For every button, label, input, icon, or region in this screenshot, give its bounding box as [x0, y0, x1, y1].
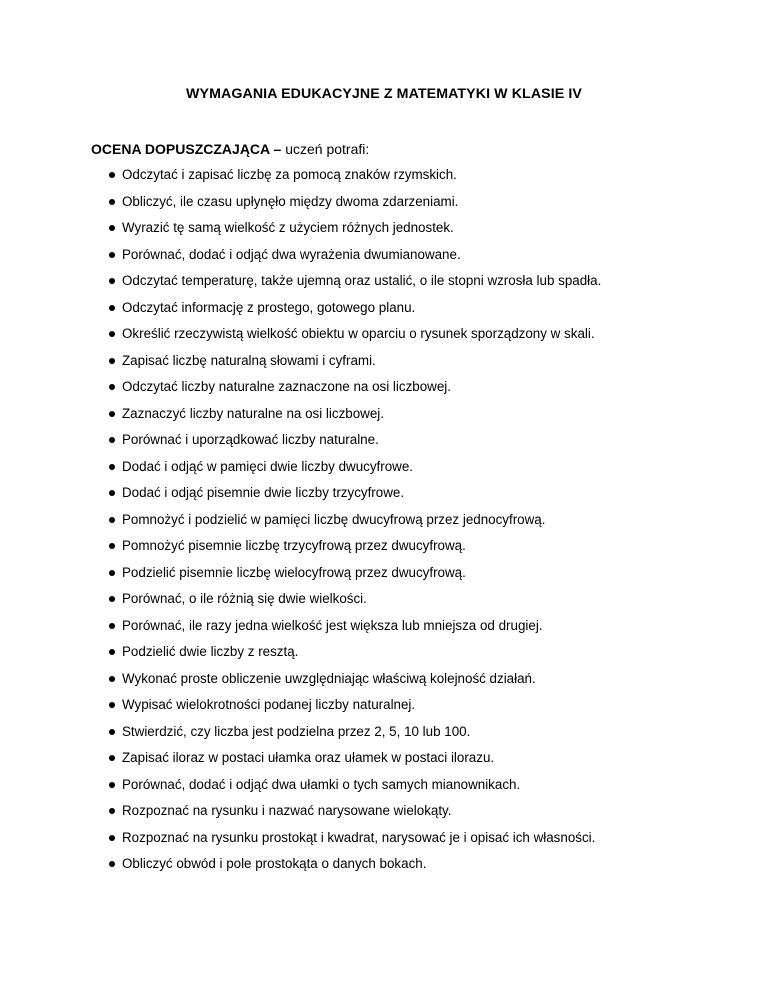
- list-item-text: Dodać i odjąć w pamięci dwie liczby dwucyfrowe.: [122, 458, 413, 474]
- list-item-text: Rozpoznać na rysunku i nazwać narysowane wielokąty.: [122, 803, 452, 818]
- bullet-icon: [109, 808, 115, 814]
- bullet-icon: [109, 437, 115, 443]
- list-item: [0, 829, 768, 856]
- requirements-list: [0, 166, 768, 882]
- bullet-icon: [109, 199, 115, 205]
- list-item: [0, 431, 768, 458]
- list-item: [0, 272, 768, 299]
- list-item: [0, 802, 768, 829]
- list-item-text: Wypisać wielokrotności podanej liczby naturalnej.: [122, 697, 416, 712]
- list-item: [0, 352, 768, 379]
- list-item: [0, 670, 768, 697]
- list-item-text: Dodać i odjąć pisemnie dwie liczby trzycyfrowe.: [122, 485, 405, 500]
- list-item-text: Obliczyć obwód i pole prostokąta o danych bokach.: [122, 856, 427, 871]
- list-item: [0, 590, 768, 617]
- list-item: [0, 299, 768, 326]
- list-item-text: Pomnożyć i podzielić w pamięci liczbę dwucyfrową przez jednocyfrową.: [122, 511, 546, 527]
- list-item: [0, 405, 768, 432]
- grade-label: OCENA DOPUSZCZAJĄCA –: [91, 141, 282, 157]
- list-item: [0, 458, 768, 485]
- list-item-text: Odczytać liczby naturalne zaznaczone na osi liczbowej.: [122, 379, 451, 394]
- bullet-icon: [109, 543, 115, 549]
- bullet-icon: [109, 252, 115, 258]
- list-item: [0, 511, 768, 538]
- bullet-icon: [109, 384, 115, 390]
- bullet-icon: [109, 172, 115, 178]
- list-item: [0, 723, 768, 750]
- list-item-text: Zapisać iloraz w postaci ułamka oraz ułamek w postaci ilorazu.: [122, 750, 495, 765]
- list-item: [0, 617, 768, 644]
- list-item-text: Porównać, o ile różnią się dwie wielkości.: [122, 591, 367, 606]
- list-item-text: Określić rzeczywistą wielkość obiektu w oparciu o rysunek sporządzony w skali.: [122, 326, 595, 341]
- bullet-icon: [109, 702, 115, 708]
- list-item-text: Porównać i uporządkować liczby naturalne.: [122, 432, 379, 447]
- bullet-icon: [109, 225, 115, 231]
- page-title: WYMAGANIA EDUKACYJNE Z MATEMATYKI W KLASIE IV: [186, 86, 582, 102]
- section-intro: uczeń potrafi:: [281, 141, 370, 157]
- list-item-text: Odczytać informację z prostego, gotowego planu.: [122, 299, 416, 315]
- bullet-icon: [109, 623, 115, 629]
- list-item: [0, 643, 768, 670]
- list-item-text: Porównać, ile razy jedna wielkość jest większa lub mniejsza od drugiej.: [122, 617, 543, 633]
- list-item: [0, 484, 768, 511]
- list-item-text: Rozpoznać na rysunku prostokąt i kwadrat, narysować je i opisać ich własności.: [122, 829, 596, 845]
- list-item-text: Wyrazić tę samą wielkość z użyciem różnych jednostek.: [122, 220, 454, 235]
- list-item: [0, 696, 768, 723]
- list-item-text: Stwierdzić, czy liczba jest podzielna przez 2, 5, 10 lub 100.: [122, 723, 471, 739]
- bullet-icon: [109, 861, 115, 867]
- list-item-text: Podzielić dwie liczby z resztą.: [122, 644, 299, 659]
- list-item: [0, 325, 768, 352]
- bullet-icon: [109, 305, 115, 311]
- list-item-text: Odczytać i zapisać liczbę za pomocą znaków rzymskich.: [122, 167, 457, 182]
- bullet-icon: [109, 570, 115, 576]
- bullet-icon: [109, 835, 115, 841]
- list-item: [0, 776, 768, 803]
- list-item: [0, 749, 768, 776]
- bullet-icon: [109, 278, 115, 284]
- list-item: [0, 855, 768, 882]
- section-heading: [91, 141, 369, 157]
- list-item-text: Obliczyć, ile czasu upłynęło między dwoma zdarzeniami.: [122, 193, 459, 209]
- list-item-text: Pomnożyć pisemnie liczbę trzycyfrową przez dwucyfrową.: [122, 538, 466, 553]
- bullet-icon: [109, 490, 115, 496]
- list-item-text: Podzielić pisemnie liczbę wielocyfrową przez dwucyfrową.: [122, 564, 466, 580]
- list-item: [0, 193, 768, 220]
- list-item-text: Odczytać temperaturę, także ujemną oraz ustalić, o ile stopni wzrosła lub spadła.: [122, 273, 602, 288]
- bullet-icon: [109, 596, 115, 602]
- list-item-text: Zaznaczyć liczby naturalne na osi liczbowej.: [122, 405, 384, 421]
- bullet-icon: [109, 649, 115, 655]
- bullet-icon: [109, 358, 115, 364]
- bullet-icon: [109, 464, 115, 470]
- bullet-icon: [109, 676, 115, 682]
- list-item: [0, 166, 768, 193]
- list-item-text: Porównać, dodać i odjąć dwa ułamki o tych samych mianownikach.: [122, 776, 521, 792]
- bullet-icon: [109, 411, 115, 417]
- bullet-icon: [109, 755, 115, 761]
- list-item-text: Zapisać liczbę naturalną słowami i cyframi.: [122, 352, 376, 368]
- list-item-text: Wykonać proste obliczenie uwzględniając właściwą kolejność działań.: [122, 670, 536, 686]
- list-item: [0, 246, 768, 273]
- list-item: [0, 378, 768, 405]
- list-item: [0, 564, 768, 591]
- list-item: [0, 537, 768, 564]
- bullet-icon: [109, 331, 115, 337]
- bullet-icon: [109, 782, 115, 788]
- list-item: [0, 219, 768, 246]
- bullet-icon: [109, 729, 115, 735]
- bullet-icon: [109, 517, 115, 523]
- list-item-text: Porównać, dodać i odjąć dwa wyrażenia dwumianowane.: [122, 246, 461, 262]
